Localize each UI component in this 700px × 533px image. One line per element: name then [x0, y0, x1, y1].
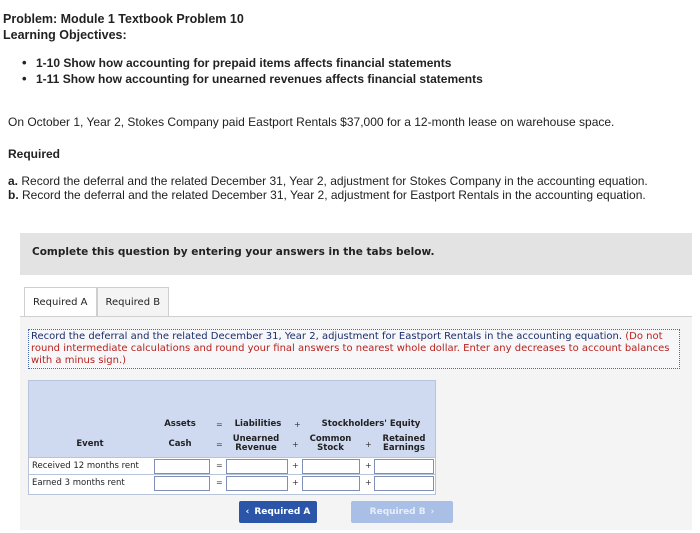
- panel-instructions-note: (Do not round intermediate calculations and round your final answers to nearest whole dollar. Enter any decreases to account balances with a minus sign.): [31, 331, 670, 366]
- header-liabilities: Liabilities: [234, 419, 282, 429]
- op-plus-cols-2: +: [365, 440, 372, 449]
- common-stock-input-row1[interactable]: [302, 459, 360, 474]
- objectives-label: Learning Objectives:: [3, 28, 127, 42]
- op-plus-cols-1: +: [292, 440, 299, 449]
- cash-input-row1[interactable]: [154, 459, 210, 474]
- header-stockholders-equity: Stockholders' Equity: [321, 419, 421, 429]
- header-unearned-line2: Revenue: [235, 443, 277, 453]
- required-label: Required: [8, 147, 61, 161]
- objectives-list: [22, 56, 483, 88]
- row-divider: [29, 457, 435, 458]
- retained-earnings-input-row1[interactable]: [374, 459, 434, 474]
- row-event-label: Received 12 months rent: [32, 461, 139, 471]
- unearned-revenue-input-row2[interactable]: [226, 476, 288, 491]
- question-intro: On October 1, Year 2, Stokes Company paid Eastport Rentals $37,000 for a 12-month lease on warehouse space.: [8, 115, 615, 129]
- required-b-body: Record the deferral and the related December 31, Year 2, adjustment for Eastport Rentals in the accounting equation.: [22, 188, 646, 202]
- prev-required-a-button[interactable]: [239, 501, 317, 523]
- op-plus-header: +: [294, 420, 301, 429]
- objective-item: • 1-10 Show how accounting for prepaid items affects financial statements: [22, 56, 483, 70]
- op-equals-row2: =: [216, 478, 223, 487]
- header-event: Event: [76, 439, 104, 449]
- row-divider: [29, 474, 435, 475]
- accounting-equation-table: [28, 380, 436, 495]
- objective-item: • 1-11 Show how accounting for unearned revenues affects financial statements: [22, 72, 483, 86]
- chevron-right-icon: ›: [430, 507, 435, 517]
- header-retained-line1: Retained: [382, 434, 426, 444]
- instruction-box: [20, 233, 692, 275]
- op-plus-row1-b: +: [365, 461, 372, 470]
- tab-required-a[interactable]: Required A: [24, 287, 97, 317]
- required-b-prefix: b.: [8, 188, 19, 202]
- required-a-prefix: a.: [8, 174, 19, 188]
- required-a-body: Record the deferral and the related December 31, Year 2, adjustment for Stokes Company in the accounting equation.: [21, 174, 648, 188]
- next-required-b-button[interactable]: [351, 501, 453, 523]
- required-a-text: [8, 174, 648, 188]
- problem-title: Problem: Module 1 Textbook Problem 10: [3, 12, 244, 26]
- op-plus-row2-b: +: [365, 478, 372, 487]
- required-b-text: [8, 188, 646, 202]
- header-retained-line2: Earnings: [383, 443, 425, 453]
- op-equals-header: =: [216, 420, 223, 429]
- header-cash: Cash: [168, 439, 192, 449]
- op-equals-cols: =: [216, 440, 223, 449]
- row-event-label: Earned 3 months rent: [32, 478, 125, 488]
- header-common-line1: Common: [309, 434, 352, 444]
- panel-instructions-main: Record the deferral and the related December 31, Year 2, adjustment for Eastport Rentals in the accounting equation.: [31, 331, 623, 342]
- retained-earnings-input-row2[interactable]: [374, 476, 434, 491]
- header-common-stock: [303, 435, 358, 453]
- common-stock-input-row2[interactable]: [302, 476, 360, 491]
- next-button-label: Required B: [369, 507, 426, 517]
- prev-button-label: Required A: [254, 507, 311, 517]
- instruction-text: Complete this question by entering your answers in the tabs below.: [32, 246, 435, 258]
- tab-required-b[interactable]: Required B: [97, 287, 170, 317]
- cash-input-row2[interactable]: [154, 476, 210, 491]
- panel-instructions: [28, 329, 680, 369]
- header-assets: Assets: [164, 419, 196, 429]
- unearned-revenue-input-row1[interactable]: [226, 459, 288, 474]
- op-plus-row2-a: +: [292, 478, 299, 487]
- header-unearned-line1: Unearned: [232, 434, 280, 444]
- header-common-line2: Stock: [317, 443, 344, 453]
- op-equals-row1: =: [216, 461, 223, 470]
- header-unearned-revenue: [226, 435, 286, 453]
- header-retained-earnings: [375, 435, 433, 453]
- tab-bar: [24, 287, 169, 317]
- chevron-left-icon: ‹: [245, 507, 250, 517]
- op-plus-row1-a: +: [292, 461, 299, 470]
